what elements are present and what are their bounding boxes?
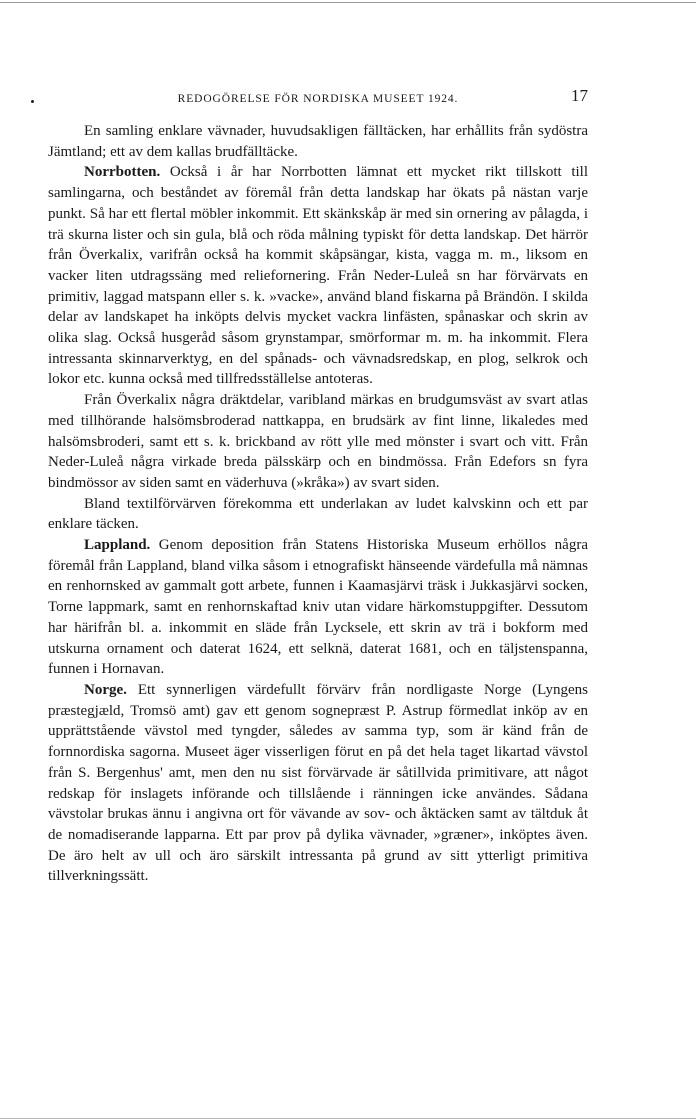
section-heading-norge: Norge. [84, 681, 127, 698]
paragraph-text: Från Överkalix några dräktdelar, varibland märkas en brudgumsväst av svart atlas med tillhörande halsömsbroderad nattkappa, en brudsärk av fint linne, likaledes med halsömsbroderi, samt ett s. k. brickband av rött ylle med mönster i svart och vitt. Från Neder-Luleå några virkade breda pälsskärp och en bindmössa. Från Edefors sn fyra bindmössor av siden samt en väderhuva (»kråka») av svart siden. [48, 392, 588, 491]
paragraph-text: Också i år har Norrbotten lämnat ett mycket rikt tillskott till samlingarna, och beståndet av föremål från detta landskap har ökats på nästan varje punkt. Så har ett flertal möbler inkommit. Ett skänkskåp är med sin ornering av pålagda, i trä skurna lister och sin gula, blå och röda målning typiskt för detta landskap. Det härrör från Överkalix, varifrån också ha kommit skåpsängar, kista, vagga m. m., liksom en vacker liten utdragssäng med reliefornering. Från Neder-Luleå sn har förvärvats en primitiv, laggad matspann eller s. k. »vacke», använd bland fiskarna på Brändön. I skilda delar av landskapet ha inköpts delvis mycket vackra linfästen, spånaskar och skrin av olika slag. Också husgeråd såsom grynstampar, smörformar m. m. ha inkommit. Flera intressanta skinnarverktyg, en del spånads- och vävnadsredskap, en plog, selkrok och lokor etc. kunna också med tillfredsställelse antoteras. [48, 164, 588, 388]
body-text [48, 121, 588, 887]
section-heading-norrbotten: Norrbotten. [84, 164, 161, 181]
margin-mark [31, 100, 34, 103]
scan-top-edge [0, 2, 696, 3]
page-header [48, 86, 588, 116]
paragraph-text: Bland textilförvärven förekomma ett underlakan av ludet kalvskinn och ett par enklare täcken. [48, 495, 588, 533]
running-head: REDOGÖRELSE FÖR NORDISKA MUSEET 1924. [177, 93, 459, 105]
paragraph-lappland [48, 535, 588, 680]
paragraph-overkalix [48, 390, 588, 494]
paragraph-text: Genom deposition från Statens Historiska Museum erhöllos några föremål från Lappland, bland vilka såsom i etnografiskt hänseende värdefulla må nämnas en renhornsked av gammalt gott arbete, funnen i Kaamasjärvi träsk i Jukkasjärvi socken, Torne lappmark, samt en renhornskaftad kniv utan vidare härkomstuppgifter. Dessutom har härifrån bl. a. inkommit en släde från Lycksele, ett skrin av trä i bokform med utskurna ornament och daterat 1624, ett selknä, daterat 1681, och en täljstenspanna, funnen i Hornavan. [48, 537, 588, 678]
page-number: 17 [571, 86, 588, 105]
paragraph-text: Ett synnerligen värdefullt förvärv från nordligaste Norge (Lyngens præstegjæld, Tromsö amt) gav ett genom sognepræst P. Astrup förmedlat inköp av en upprättstående vävstol med tyngder, således av samma typ, som är känd från de fornnordiska sagorna. Museet äger visserligen förut en på det hela taget likartad vävstol från S. Bergenhus' amt, men den nu sist förvärvade är såtillvida primitivare, att något redskap för inslagets införande och tillslående i ränningen icke användes. Sådana vävstolar brukas ännu i angivna ort för vävande av sov- och åktäcken samt av tältduk åt de nomadiserande lapparna. Ett par prov på dylika vävnader, »græner», inköptes även. De äro helt av ull och äro särskilt intressanta på grund av sitt ytterligt primitiva tillverkningssätt. [48, 681, 588, 885]
section-heading-lappland: Lappland. [84, 537, 151, 554]
paragraph-textiles [48, 494, 588, 535]
paragraph-norge [48, 680, 588, 887]
paragraph-text: En samling enklare vävnader, huvudsakligen fälltäcken, har erhållits från sydöstra Jämtland; ett av dem kallas brudfälltäcke. [48, 123, 588, 160]
paragraph-jamtland [48, 121, 588, 162]
paragraph-norrbotten [48, 162, 588, 390]
